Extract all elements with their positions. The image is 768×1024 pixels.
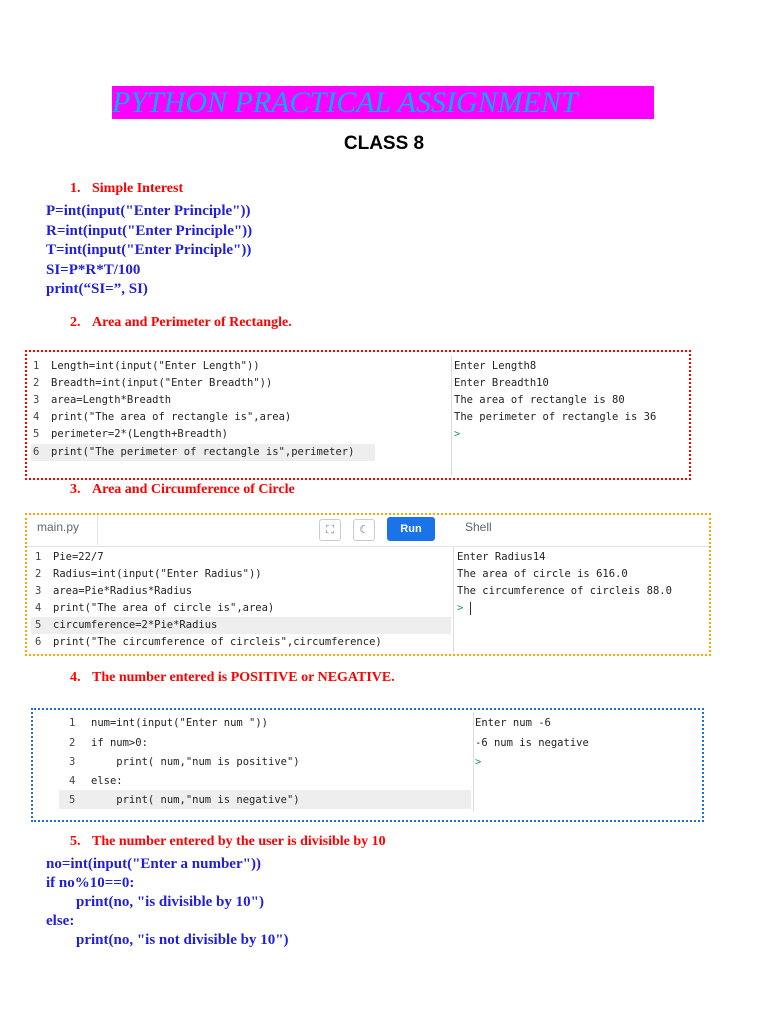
section-3-number: 3. xyxy=(70,482,81,497)
editor-line: 5 perimeter=2*(Length+Breadth) xyxy=(33,428,229,440)
file-tab-main-py[interactable]: main.py xyxy=(37,520,80,534)
shell-output-line: The area of rectangle is 80 xyxy=(454,394,625,406)
code-line: T=int(input("Enter Principle")) xyxy=(46,242,252,258)
shell-prompt: > xyxy=(457,602,464,614)
text-cursor xyxy=(470,602,471,615)
toolbar-divider xyxy=(27,546,709,547)
page-title: PYTHON PRACTICAL ASSIGNMENT xyxy=(112,86,654,119)
code-line: SI=P*R*T/100 xyxy=(46,261,141,278)
circle-code-screenshot xyxy=(25,513,711,656)
fullscreen-icon[interactable]: ⛶ xyxy=(319,519,341,541)
editor-line: 2 Breadth=int(input("Enter Breadth")) xyxy=(33,377,273,389)
editor-line: 1 num=int(input("Enter num ")) xyxy=(69,717,269,729)
code-line: print(“SI=”, SI) xyxy=(46,281,148,297)
shell-prompt: > xyxy=(475,756,482,768)
editor-line: 3 area=Length*Breadth xyxy=(33,394,172,406)
section-1-number: 1. xyxy=(70,181,81,196)
editor-line: 4 print("The area of circle is",area) xyxy=(35,602,275,614)
shell-output-line: Enter Length8 xyxy=(454,360,537,372)
section-5-heading xyxy=(70,834,386,850)
editor-line: 2 if num>0: xyxy=(69,737,148,749)
section-5-title: The number entered by the user is divisible by 10 xyxy=(92,834,386,849)
shell-output-line: Enter Radius14 xyxy=(457,551,546,563)
shell-output-line: Enter Breadth10 xyxy=(454,377,549,389)
section-4-number: 4. xyxy=(70,670,81,685)
editor-line: 6 print("The perimeter of rectangle is",perimeter) xyxy=(33,446,355,458)
section-4-title: The number entered is POSITIVE or NEGATIVE. xyxy=(92,670,395,685)
code-line: else: xyxy=(46,913,75,929)
section-1-title: Simple Interest xyxy=(92,181,184,196)
tab-separator xyxy=(97,515,98,545)
code-line: P=int(input("Enter Principle")) xyxy=(46,203,251,219)
editor-line: 4 print("The area of rectangle is",area) xyxy=(33,411,292,423)
shell-output-line: The circumference of circleis 88.0 xyxy=(457,585,672,597)
editor-line: 3 area=Pie*Radius*Radius xyxy=(35,585,193,597)
editor-line: 5 print( num,"num is negative") xyxy=(69,794,300,806)
editor-line: 6 print("The circumference of circleis",circumference) xyxy=(35,636,382,648)
sign-check-code-screenshot xyxy=(31,708,704,822)
code-line: if no%10==0: xyxy=(46,875,135,891)
code-line: print(no, "is not divisible by 10") xyxy=(46,932,289,948)
editor-divider xyxy=(451,356,452,476)
editor-line: 5 circumference=2*Pie*Radius xyxy=(35,619,218,631)
editor-line: 1 Length=int(input("Enter Length")) xyxy=(33,360,260,372)
section-3-title: Area and Circumference of Circle xyxy=(92,482,295,497)
editor-line: 3 print( num,"num is positive") xyxy=(69,756,300,768)
code-line: print(no, "is divisible by 10") xyxy=(46,894,264,910)
code-line: R=int(input("Enter Principle")) xyxy=(46,222,253,239)
shell-prompt: > xyxy=(454,428,461,440)
code-line: no=int(input("Enter a number")) xyxy=(46,856,261,872)
page-subtitle: CLASS 8 xyxy=(343,133,425,154)
section-1-heading xyxy=(70,181,183,197)
shell-prompt-row[interactable] xyxy=(457,600,471,617)
editor-divider xyxy=(453,547,454,653)
editor-line: 4 else: xyxy=(69,775,123,787)
section-5-code xyxy=(46,855,289,950)
section-3-heading xyxy=(70,482,295,498)
section-1-code xyxy=(46,202,252,300)
section-2-number: 2. xyxy=(70,315,81,330)
section-2-title: Area and Perimeter of Rectangle. xyxy=(92,315,292,330)
theme-toggle-icon[interactable]: ☾ xyxy=(353,519,375,541)
section-2-heading xyxy=(70,315,292,331)
shell-output-line: -6 num is negative xyxy=(475,737,589,749)
shell-output-line: Enter num -6 xyxy=(475,717,551,729)
editor-divider xyxy=(473,712,474,812)
run-button[interactable]: Run xyxy=(387,517,435,541)
shell-output-line: The area of circle is 616.0 xyxy=(457,568,628,580)
shell-tab[interactable]: Shell xyxy=(465,520,492,534)
section-4-heading xyxy=(70,670,395,686)
section-5-number: 5. xyxy=(70,834,81,849)
shell-output-line: The perimeter of rectangle is 36 xyxy=(454,411,657,423)
editor-line: 2 Radius=int(input("Enter Radius")) xyxy=(35,568,262,580)
editor-line: 1 Pie=22/7 xyxy=(35,551,104,563)
rectangle-code-screenshot xyxy=(25,350,691,480)
